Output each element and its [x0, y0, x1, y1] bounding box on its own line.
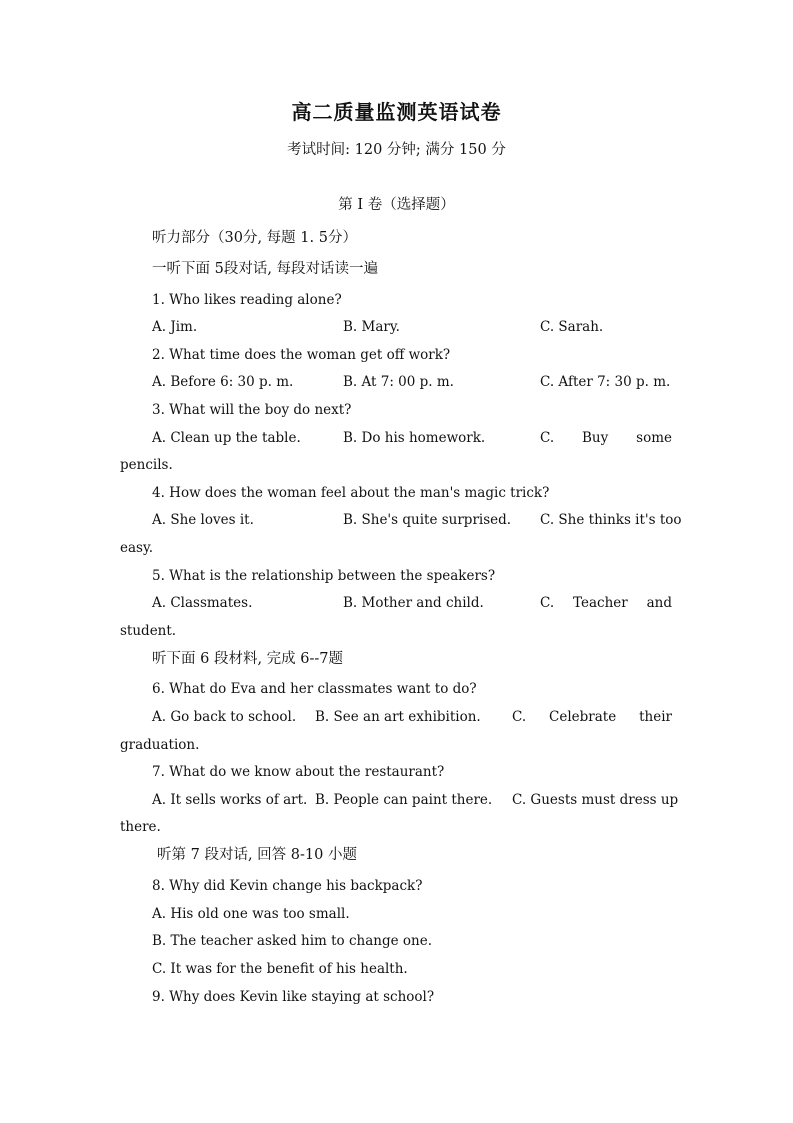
q5-option-c: [540, 595, 672, 611]
q5-option-c-word2: and: [646, 595, 672, 611]
q5-option-c-letter: C.: [540, 595, 555, 611]
q1-option-b: B. Mary.: [343, 319, 400, 335]
question-6: 6. What do Eva and her classmates want to do?: [152, 681, 477, 697]
q4-option-c-continuation: easy.: [120, 540, 154, 556]
q6-option-c: [512, 709, 672, 725]
q3-option-c: [540, 430, 672, 446]
q2-option-b: B. At 7: 00 p. m.: [343, 374, 454, 390]
q6-option-c-word1: Celebrate: [549, 709, 617, 725]
q2-option-a: A. Before 6: 30 p. m.: [152, 374, 294, 390]
q2-option-c: C. After 7: 30 p. m.: [540, 374, 671, 390]
listening-header: 听力部分（30分, 每题 1. 5分）: [152, 230, 357, 246]
q6-option-c-letter: C.: [512, 709, 527, 725]
question-2: 2. What time does the woman get off work?: [152, 347, 451, 363]
question-9: 9. Why does Kevin like staying at school?: [152, 989, 435, 1005]
q7-option-c-continuation: there.: [120, 819, 161, 835]
q7-option-b: B. People can paint there.: [315, 792, 493, 808]
q7-option-c: C. Guests must dress up: [512, 792, 679, 808]
q6-option-c-continuation: graduation.: [120, 737, 200, 753]
question-7: 7. What do we know about the restaurant?: [152, 764, 445, 780]
question-3: 3. What will the boy do next?: [152, 402, 352, 418]
section1-header: 一听下面 5段对话, 每段对话读一遍: [152, 261, 379, 277]
q3-option-c-word1: Buy: [582, 430, 609, 446]
q6-option-a: A. Go back to school.: [152, 709, 297, 725]
q3-option-c-letter: C.: [540, 430, 555, 446]
q4-option-b: B. She's quite surprised.: [343, 512, 512, 528]
q4-option-c: C. She thinks it's too: [540, 512, 682, 528]
q5-option-a: A. Classmates.: [152, 595, 253, 611]
q5-option-c-word1: Teacher: [573, 595, 628, 611]
volume-heading: 第 I 卷（选择题）: [338, 197, 455, 213]
q5-option-b: B. Mother and child.: [343, 595, 484, 611]
q4-option-a: A. She loves it.: [152, 512, 254, 528]
q1-option-a: A. Jim.: [152, 319, 198, 335]
q3-option-b: B. Do his homework.: [343, 430, 486, 446]
question-4: 4. How does the woman feel about the man's magic trick?: [152, 485, 550, 501]
q6-option-c-word2: their: [639, 709, 672, 725]
q8-option-b: B. The teacher asked him to change one.: [152, 933, 432, 949]
section2-header: 听下面 6 段材料, 完成 6--7题: [152, 651, 344, 667]
question-5: 5. What is the relationship between the speakers?: [152, 568, 496, 584]
q3-option-a: A. Clean up the table.: [152, 430, 301, 446]
q6-option-b: B. See an art exhibition.: [315, 709, 481, 725]
q8-option-c: C. It was for the benefit of his health.: [152, 961, 408, 977]
q8-option-a: A. His old one was too small.: [152, 906, 350, 922]
q3-option-c-continuation: pencils.: [120, 457, 173, 473]
exam-info: 考试时间: 120 分钟; 满分 150 分: [287, 142, 506, 158]
q5-option-c-continuation: student.: [120, 623, 177, 639]
q3-option-c-word2: some: [636, 430, 672, 446]
q7-option-a: A. It sells works of art.: [152, 792, 308, 808]
q1-option-c: C. Sarah.: [540, 319, 604, 335]
question-8: 8. Why did Kevin change his backpack?: [152, 878, 423, 894]
page-title: 高二质量监测英语试卷: [291, 100, 502, 124]
question-1: 1. Who likes reading alone?: [152, 292, 342, 308]
section3-header: 听第 7 段对话, 回答 8-10 小题: [157, 847, 357, 863]
